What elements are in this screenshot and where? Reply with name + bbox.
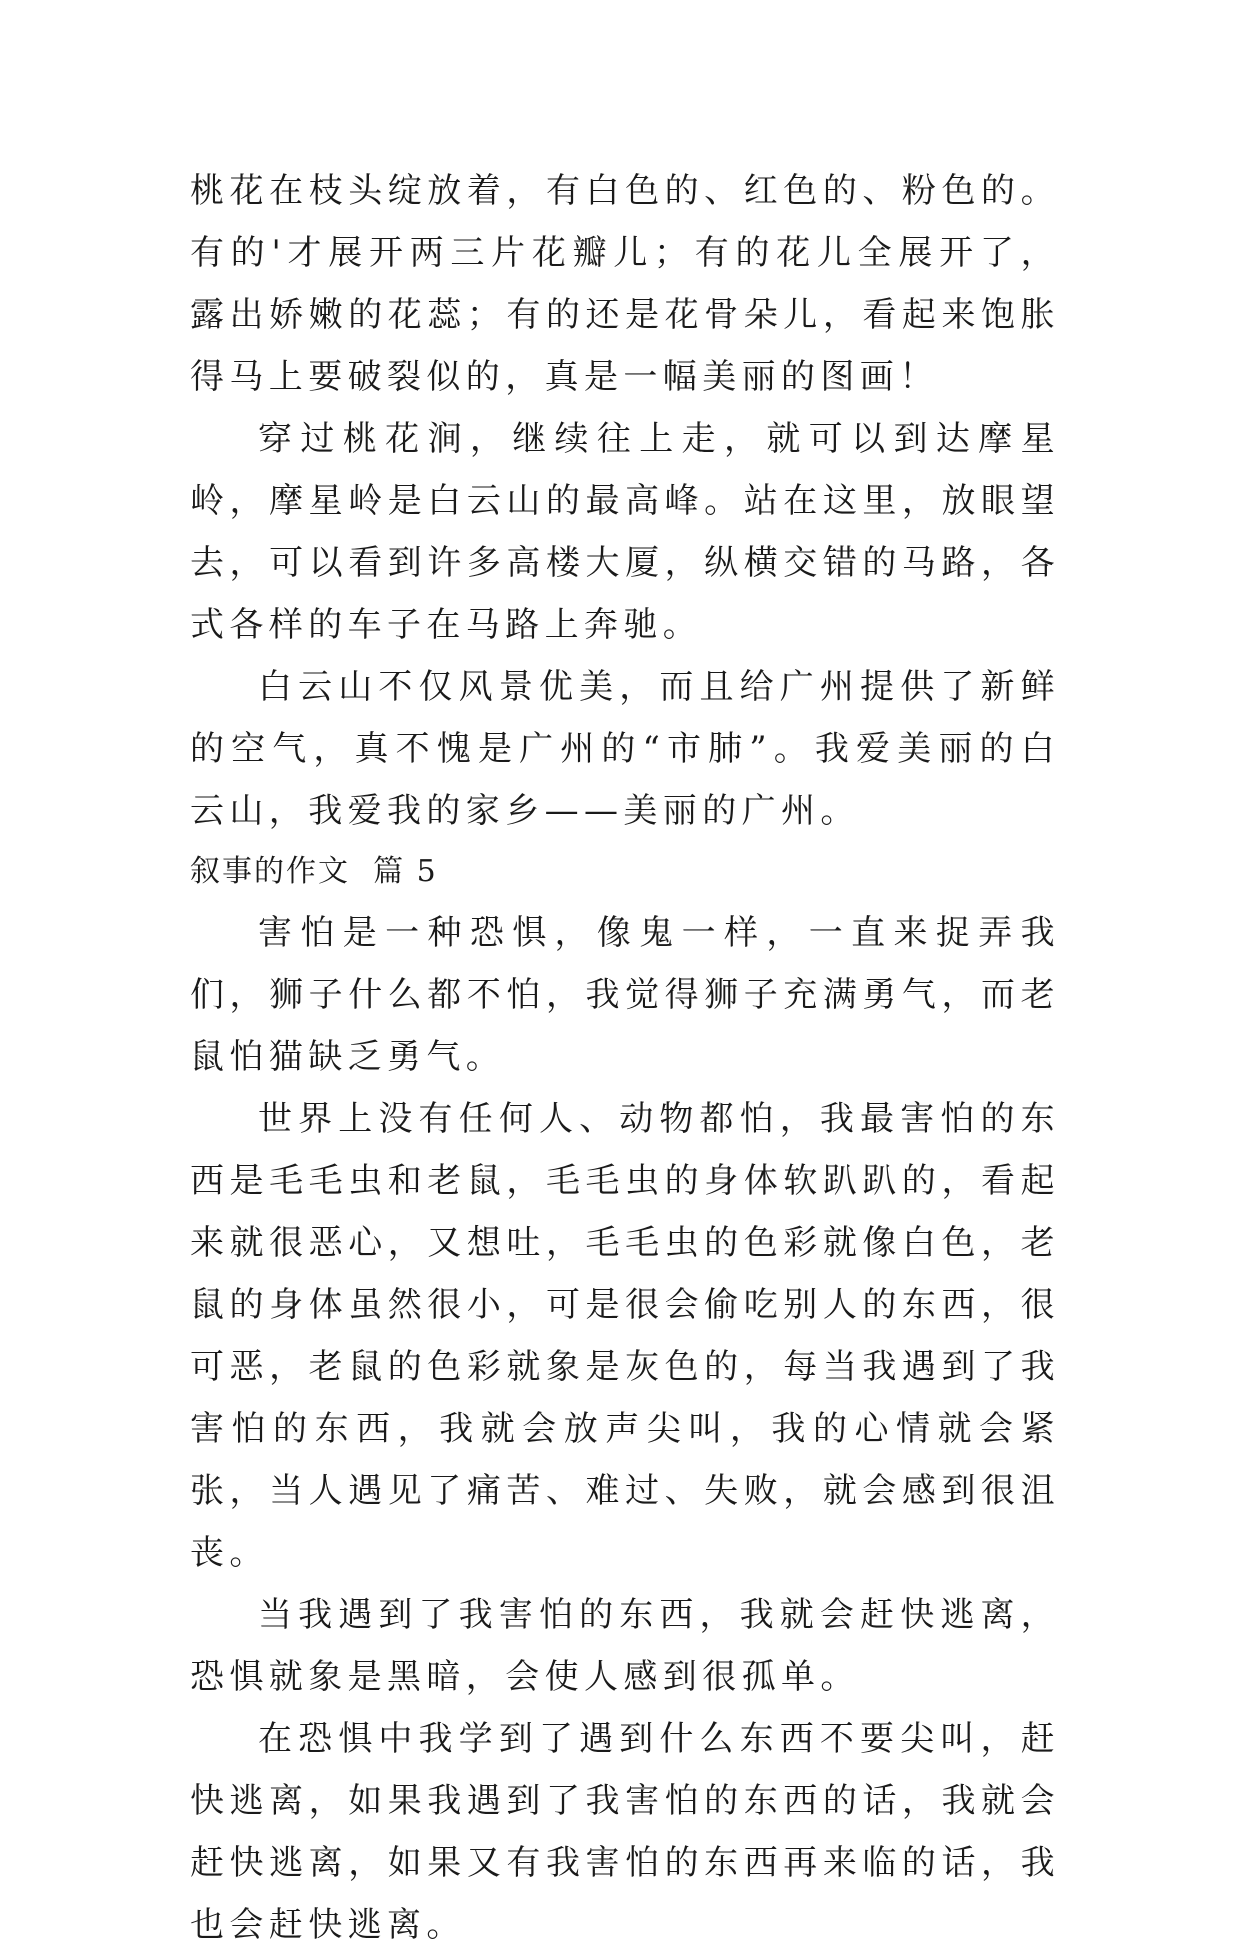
paragraph: 穿过桃花涧，继续往上走，就可以到达摩星岭，摩星岭是白云山的最高峰。站在这里，放眼望去，可以看到许多高楼大厦，纵横交错的马路，各式各样的车子在马路上奔驰。 [190,419,1060,645]
paragraph: 桃花在枝头绽放着，有白色的、红色的、粉色的。有的'才展开两三片花瓣儿；有的花儿全展开了，露出娇嫩的花蕊；有的还是花骨朵儿，看起来饱胀得马上要破裂似的，真是一幅美丽的图画！ [190,171,1060,397]
section-heading: 叙事的作文 篇 5 [190,854,438,889]
document-body [190,160,1060,1956]
paragraph: 在恐惧中我学到了遇到什么东西不要尖叫，赶快逃离，如果我遇到了我害怕的东西的话，我就会赶快逃离，如果又有我害怕的东西再来临的话，我也会赶快逃离。 [190,1719,1060,1945]
paragraph: 害怕是一种恐惧，像鬼一样，一直来捉弄我们，狮子什么都不怕，我觉得狮子充满勇气，而老鼠怕猫缺乏勇气。 [190,913,1060,1077]
paragraph: 白云山不仅风景优美，而且给广州提供了新鲜的空气，真不愧是广州的“市肺”。我爱美丽的白云山，我爱我的家乡——美丽的广州。 [190,667,1060,831]
paragraph: 当我遇到了我害怕的东西，我就会赶快逃离，恐惧就象是黑暗，会使人感到很孤单。 [190,1595,1060,1697]
paragraph: 世界上没有任何人、动物都怕，我最害怕的东西是毛毛虫和老鼠，毛毛虫的身体软趴趴的，看起来就很恶心，又想吐，毛毛虫的色彩就像白色，老鼠的身体虽然很小，可是很会偷吃别人的东西，很可恶，老鼠的色彩就象是灰色的，每当我遇到了我害怕的东西，我就会放声尖叫，我的心情就会紧张，当人遇见了痛苦、难过、失败，就会感到很沮丧。 [190,1099,1060,1573]
